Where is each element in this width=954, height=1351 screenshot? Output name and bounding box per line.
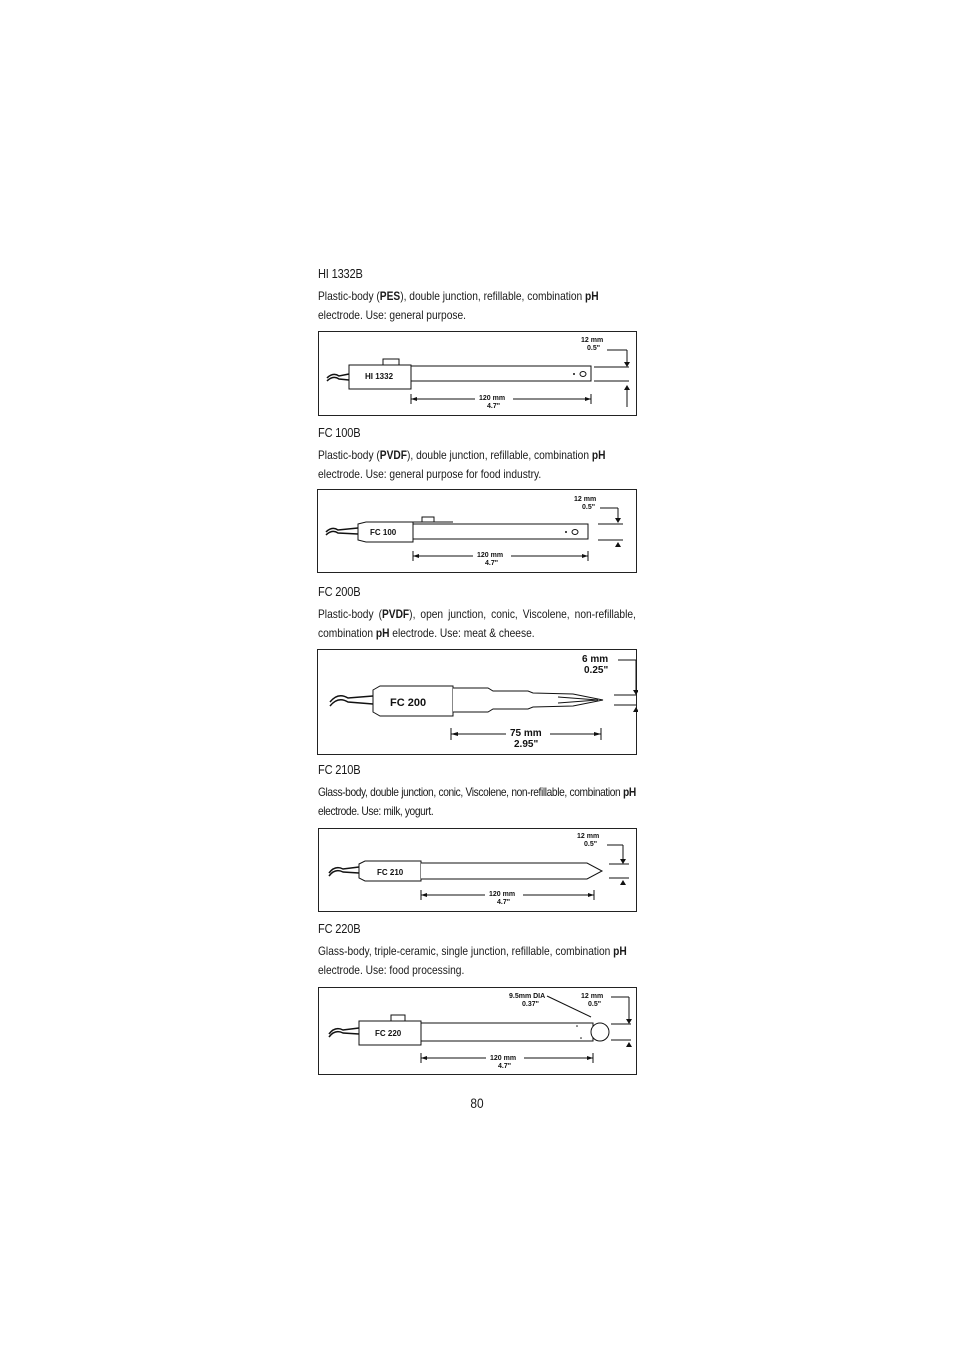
svg-text:4.7": 4.7" [498,1063,512,1070]
electrode-diagram-hi1332 [318,331,637,416]
svg-text:12 mm: 12 mm [581,993,604,1000]
electrode-drawing [318,650,638,756]
svg-text:120 mm: 120 mm [477,552,504,559]
svg-text:9.5mm DIA: 9.5mm DIA [509,993,546,1000]
product-fc220b [318,921,636,980]
page-number: 80 [470,1095,484,1111]
svg-text:6 mm: 6 mm [582,654,609,665]
svg-text:120 mm: 120 mm [490,1055,517,1062]
svg-text:4.7": 4.7" [487,403,501,410]
svg-text:0.25": 0.25" [584,665,609,676]
svg-text:4.7": 4.7" [485,560,499,567]
electrode-diagram-fc200 [317,649,637,755]
svg-text:0.5": 0.5" [587,345,601,352]
model-label: FC 100 [370,528,397,537]
product-fc100b [318,425,636,484]
product-code: FC 220B [318,921,361,936]
svg-text:2.95": 2.95" [514,739,539,750]
product-code: HI 1332B [318,266,363,281]
product-fc200b [318,584,636,643]
product-description: Glass-body, triple-ceramic, single junction, refillable, combination pH electrode. Use: food processing. [318,944,627,977]
electrode-drawing [319,988,638,1076]
electrode-drawing [319,829,638,913]
svg-text:120 mm: 120 mm [479,395,506,402]
svg-text:12 mm: 12 mm [577,833,600,840]
product-description: Plastic-body (PVDF), double junction, refillable, combination pH electrode. Use: general purpose for food industry. [318,448,606,481]
model-label: FC 200 [390,697,427,709]
model-label: FC 210 [377,868,404,877]
svg-text:12 mm: 12 mm [581,337,604,344]
product-code: FC 210B [318,762,361,777]
product-description: Plastic-body (PES), double junction, refillable, combination pH electrode. Use: general purpose. [318,289,599,322]
product-code: FC 100B [318,425,361,440]
product-code: FC 200B [318,584,361,599]
electrode-diagram-fc100 [317,489,637,573]
product-hi1332b [318,266,636,325]
svg-text:120 mm: 120 mm [489,891,516,898]
product-description: Plastic-body (PVDF), open junction, conic, Viscolene, non-refillable, combination pH electrode. Use: meat & cheese. [318,607,636,640]
electrode-drawing [318,490,638,574]
svg-text:0.5": 0.5" [588,1001,602,1008]
model-label: HI 1332 [365,372,394,381]
svg-text:0.5": 0.5" [582,504,596,511]
svg-text:0.5": 0.5" [584,841,598,848]
electrode-diagram-fc220 [318,987,637,1075]
electrode-diagram-fc210 [318,828,637,912]
electrode-drawing [319,332,638,417]
product-description: Glass-body, double junction, conic, Viscolene, non-refillable, combination pH electrode. Use: milk, yogurt. [318,785,636,818]
svg-text:0.37": 0.37" [522,1001,539,1008]
model-label: FC 220 [375,1029,402,1038]
svg-text:4.7": 4.7" [497,899,511,906]
product-fc210b [318,762,636,821]
svg-text:75 mm: 75 mm [510,728,542,739]
svg-text:12 mm: 12 mm [574,496,597,503]
